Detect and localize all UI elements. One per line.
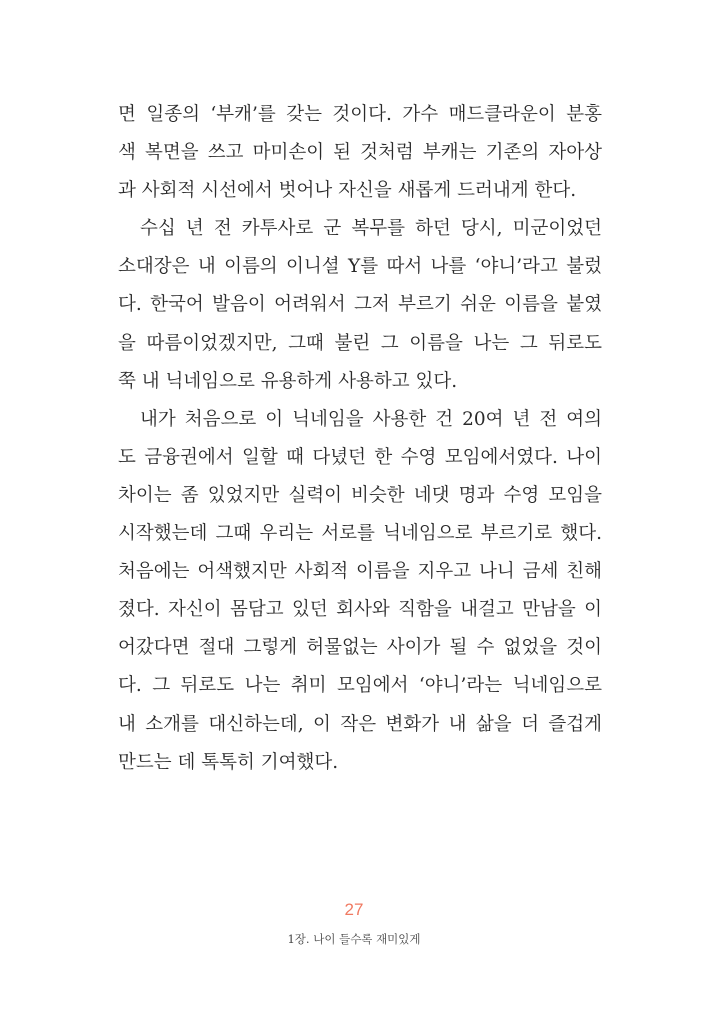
text-line: 수십 년 전 카투사로 군 복무를 하던 당시, 미군이었던 — [140, 218, 602, 240]
text-line: 내가 처음으로 이 닉네임을 사용한 건 20여 년 전 여의 — [140, 408, 602, 430]
text-line: 을 따름이었겠지만, 그때 불린 그 이름을 나는 그 뒤로도 — [118, 332, 602, 354]
body-text — [118, 96, 602, 782]
running-footer-chapter-title: 1장. 나이 들수록 재미있게 — [287, 932, 421, 946]
page-number: 27 — [344, 900, 364, 919]
text-line: 소대장은 내 이름의 이니셜 Y를 따서 나를 ‘야니’라고 불렀 — [118, 256, 602, 278]
text-line: 내 소개를 대신하는데, 이 작은 변화가 내 삶을 더 즐겁게 — [118, 713, 602, 735]
text-line: 다. 한국어 발음이 어려워서 그저 부르기 쉬운 이름을 붙였 — [118, 294, 602, 316]
text-line: 색 복면을 쓰고 마미손이 된 것처럼 부캐는 기존의 자아상 — [118, 142, 602, 164]
text-line: 처음에는 어색했지만 사회적 이름을 지우고 나니 금세 친해 — [118, 561, 602, 583]
text-line: 차이는 좀 있었지만 실력이 비슷한 네댓 명과 수영 모임을 — [118, 484, 602, 506]
text-line: 면 일종의 ‘부캐’를 갖는 것이다. 가수 매드클라운이 분홍 — [118, 104, 602, 125]
text-line: 졌다. 자신이 몸담고 있던 회사와 직함을 내걸고 만남을 이 — [118, 599, 602, 621]
text-line: 만드는 데 톡톡히 기여했다. — [118, 751, 339, 773]
text-line: 다. 그 뒤로도 나는 취미 모임에서 ‘야니’라는 닉네임으로 — [118, 675, 602, 697]
text-line: 쭉 내 닉네임으로 유용하게 사용하고 있다. — [118, 370, 458, 392]
text-line: 도 금융권에서 일할 때 다녔던 한 수영 모임에서였다. 나이 — [118, 446, 602, 468]
text-line: 시작했는데 그때 우리는 서로를 닉네임으로 부르기로 했다. — [118, 523, 602, 545]
text-line: 어갔다면 절대 그렇게 허물없는 사이가 될 수 없었을 것이 — [118, 637, 602, 659]
text-line: 과 사회적 시선에서 벗어나 자신을 새롭게 드러내게 한다. — [118, 180, 577, 202]
